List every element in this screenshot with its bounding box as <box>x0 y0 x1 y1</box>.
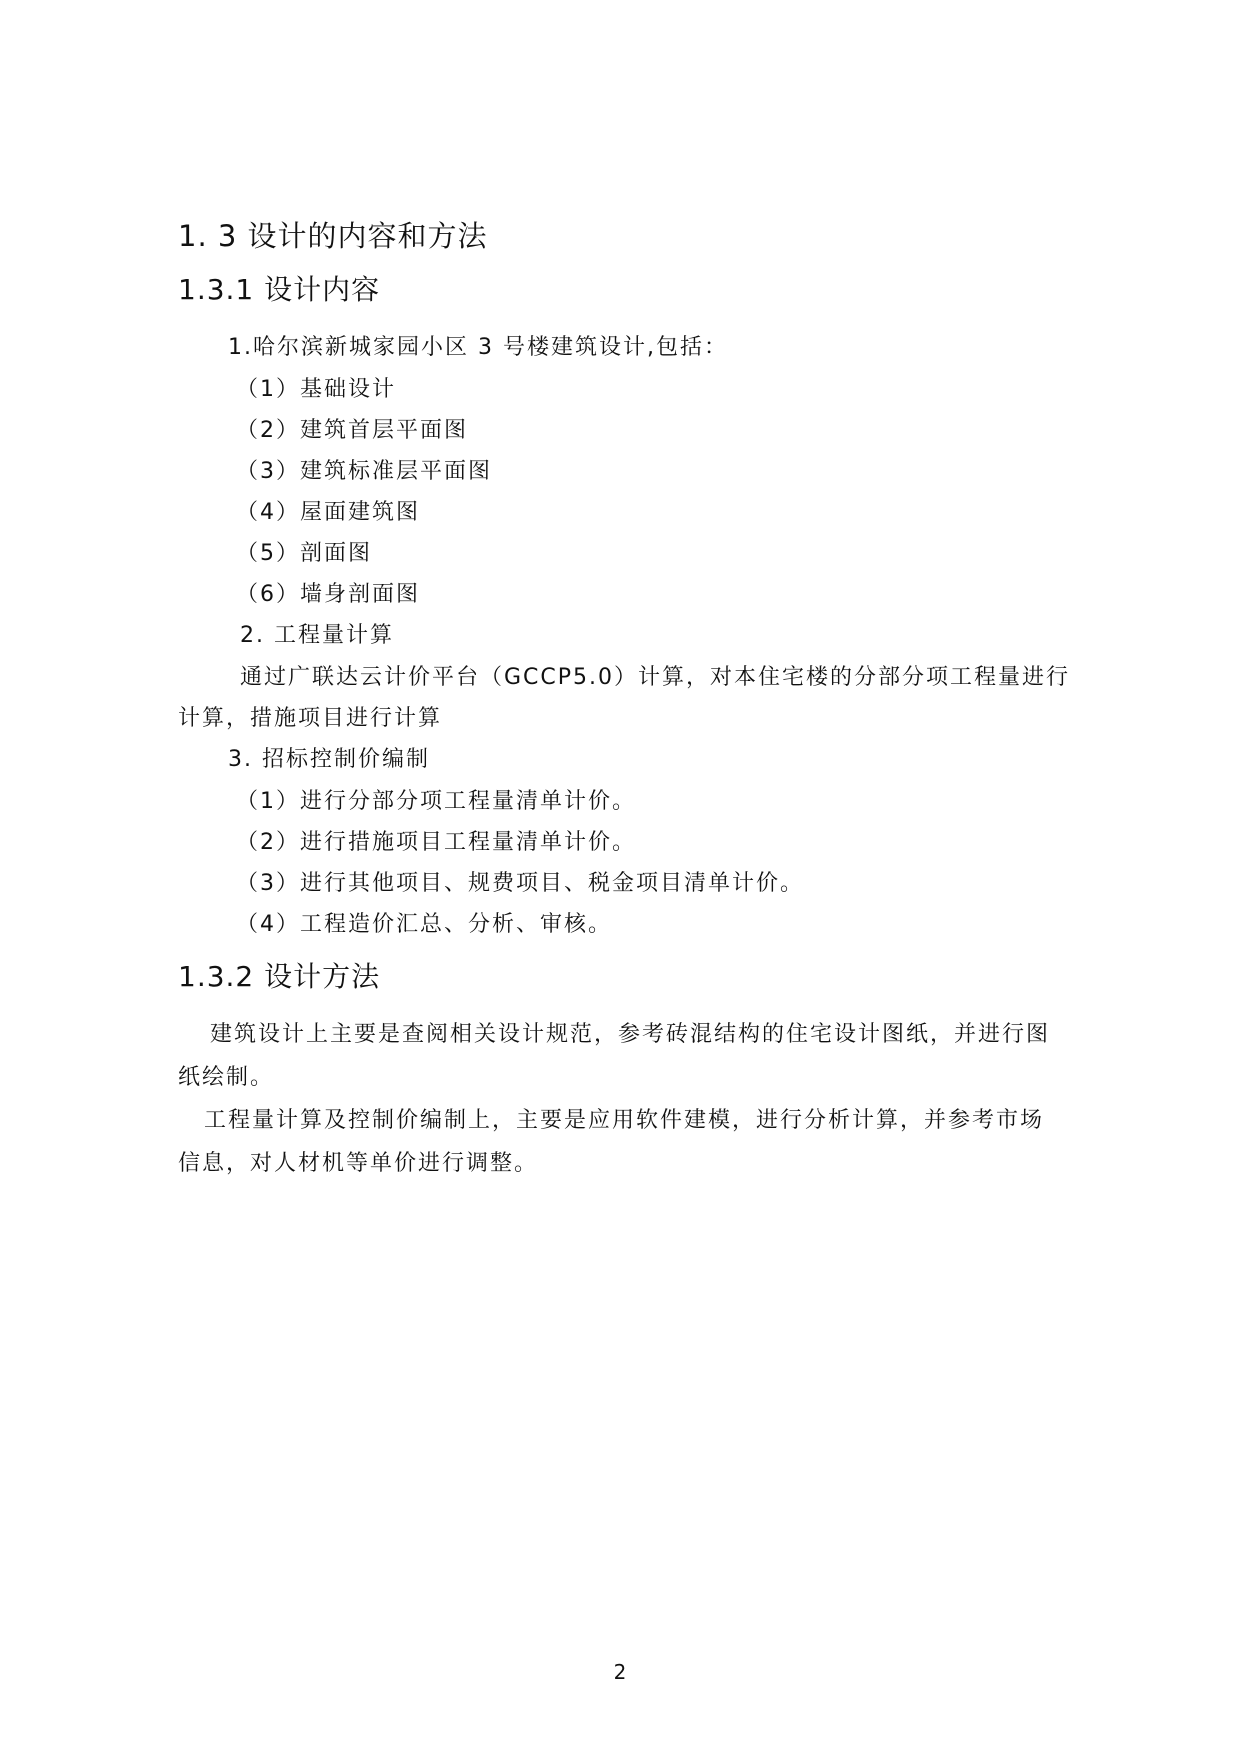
section-heading: 1. 3 设计的内容和方法 <box>178 219 488 253</box>
subsection-heading-method: 1.3.2 设计方法 <box>178 960 381 993</box>
paragraph-line: 建筑设计上主要是查阅相关设计规范，参考砖混结构的住宅设计图纸，并进行图 <box>210 1022 1051 1047</box>
list-subitem: （2）进行措施项目工程量清单计价。 <box>236 830 636 855</box>
list-subitem: （1）进行分部分项工程量清单计价。 <box>236 789 636 814</box>
list-item-title-3: 3. 招标控制价编制 <box>228 747 430 772</box>
paragraph-line: 信息，对人材机等单价进行调整。 <box>178 1151 539 1176</box>
list-subitem: （1）基础设计 <box>236 377 396 402</box>
list-subitem: （4）工程造价汇总、分析、审核。 <box>236 912 612 937</box>
list-subitem: （4）屋面建筑图 <box>236 500 420 525</box>
list-subitem: （2）建筑首层平面图 <box>236 418 468 443</box>
subsection-heading-content: 1.3.1 设计内容 <box>178 273 381 306</box>
list-subitem: （6）墙身剖面图 <box>236 582 420 607</box>
page-number: 2 <box>613 1660 627 1684</box>
paragraph-line: 计算，措施项目进行计算 <box>178 706 443 731</box>
list-item-title-1: 1.哈尔滨新城家园小区 3 号楼建筑设计,包括： <box>228 335 728 360</box>
list-subitem: （5）剖面图 <box>236 541 372 566</box>
list-subitem: （3）建筑标准层平面图 <box>236 459 492 484</box>
list-subitem: （3）进行其他项目、规费项目、税金项目清单计价。 <box>236 871 804 896</box>
paragraph-line: 通过广联达云计价平台（GCCP5.0）计算，对本住宅楼的分部分项工程量进行 <box>240 665 1071 690</box>
list-item-title-2: 2. 工程量计算 <box>240 623 394 648</box>
paragraph-line: 工程量计算及控制价编制上，主要是应用软件建模，进行分析计算，并参考市场 <box>204 1108 1045 1133</box>
paragraph-line: 纸绘制。 <box>178 1065 275 1090</box>
